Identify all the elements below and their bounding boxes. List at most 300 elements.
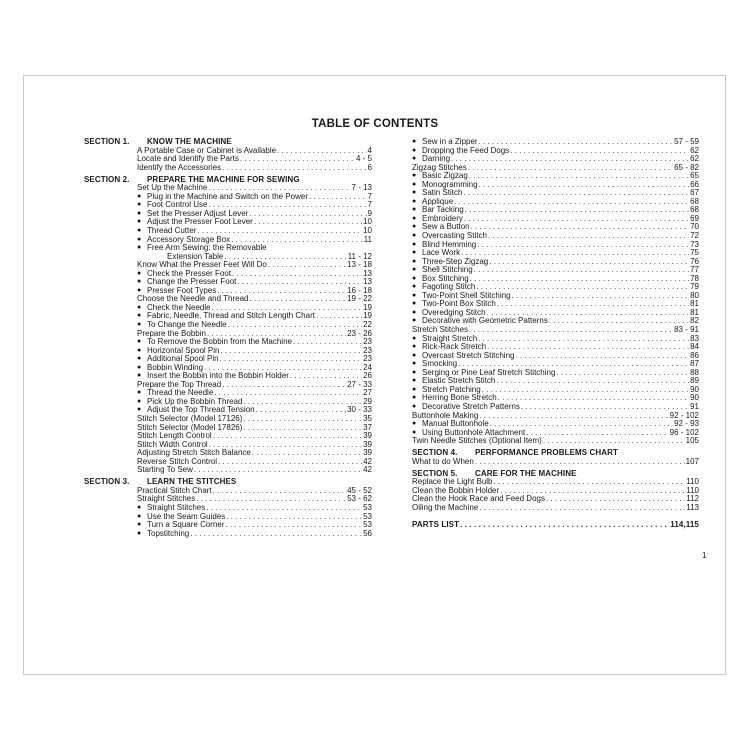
dot-leader: [465, 206, 689, 215]
toc-entry-page: 42: [363, 465, 372, 475]
section-title: PREPARE THE MACHINE FOR SEWING: [147, 174, 300, 184]
toc-entry-title: Bar Tacking: [422, 205, 464, 215]
bullet-icon: ●: [137, 320, 142, 328]
bullet-icon: ●: [137, 192, 142, 200]
bullet-icon: ●: [137, 338, 142, 346]
toc-entry-title: Sew a Button: [422, 222, 470, 232]
section-number: SECTION 3.: [84, 477, 130, 487]
toc-entry: [84, 164, 372, 173]
dot-leader: [512, 292, 690, 301]
toc-entry-page: 90: [690, 384, 699, 394]
toc-entry: [84, 432, 372, 441]
toc-entry-title: Stitch Selector (Model 17826): [137, 422, 243, 432]
toc-entry: [84, 218, 372, 227]
toc-entry-page: 82: [690, 316, 699, 326]
toc-entry-title: Topstitching: [147, 528, 190, 538]
toc-entry-page: 83: [690, 333, 699, 343]
page-number: 1: [702, 551, 707, 560]
toc-entry-title: Choose the Needle and Thread: [137, 294, 249, 304]
bullet-icon: ●: [412, 308, 417, 316]
toc-entry-page: 110: [686, 477, 699, 487]
toc-entry-page: 68: [690, 205, 699, 215]
toc-entry-title: Zigzag Stitches: [412, 162, 467, 172]
toc-entry-page: 13: [363, 277, 372, 287]
toc-entry-title: Dropping the Feed Dogs: [422, 145, 510, 155]
toc-entry: [84, 155, 372, 164]
toc-entry-page: 45 - 52: [347, 485, 372, 495]
toc-entry-page: 23: [363, 337, 372, 347]
toc-entry: [412, 504, 699, 513]
toc-entry-title: Manual Buttonhole: [422, 419, 489, 429]
toc-entry: [84, 244, 372, 253]
toc-entry-title: Herring Bone Stretch: [422, 393, 497, 403]
toc-entry: [84, 495, 372, 504]
toc-entry-title: Buttonhole Making: [412, 410, 479, 420]
toc-entry-page: 39: [363, 448, 372, 458]
toc-entry-page: 62: [690, 154, 699, 164]
section-number: SECTION 5.: [412, 468, 458, 478]
toc-entry-page: 30 - 33: [347, 405, 372, 415]
toc-entry-page: 73: [690, 239, 699, 249]
dot-leader: [240, 155, 355, 164]
dot-leader: [469, 172, 689, 181]
bullet-icon: ●: [412, 189, 417, 197]
bullet-icon: ●: [412, 155, 417, 163]
toc-entry-page: 13: [363, 268, 372, 278]
toc-entry-page: 105: [685, 436, 699, 446]
dot-leader: [468, 164, 673, 173]
section-title: LEARN THE STITCHES: [147, 477, 237, 487]
toc-entry-title: Blind Hemming: [422, 239, 477, 249]
bullet-icon: ●: [412, 317, 417, 325]
toc-entry-title: Bobbin Winding: [147, 362, 204, 372]
toc-entry-title: Thread the Needle: [147, 388, 214, 398]
bullet-icon: ●: [137, 244, 142, 252]
toc-entry-title: Box Stitching: [422, 273, 469, 283]
toc-entry-page: 112: [686, 494, 699, 504]
bullet-icon: ●: [137, 521, 142, 529]
section-title: PERFORMANCE PROBLEMS CHART: [475, 448, 619, 458]
toc-entry-page: 91: [690, 401, 699, 411]
toc-entry-page: 75: [690, 248, 699, 258]
bullet-icon: ●: [412, 180, 417, 188]
toc-entry-page: 23: [363, 345, 372, 355]
toc-entry-page: 92 - 93: [674, 419, 699, 429]
toc-entry-title: Serging or Pine Leaf Stretch Stitching: [422, 367, 556, 377]
toc-entry-page: 72: [690, 231, 699, 241]
bullet-icon: ●: [137, 372, 142, 380]
toc-entry-title: Shell Stitching: [422, 265, 473, 275]
bullet-icon: ●: [412, 428, 417, 436]
dot-leader: [477, 241, 689, 250]
toc-entry-title: Basic Zigzag: [422, 171, 468, 181]
toc-entry: [84, 338, 372, 347]
toc-entry-page: 76: [690, 256, 699, 266]
toc-entry-page: 96 - 102: [669, 427, 699, 437]
toc-entry-title: Use the Seam Guides: [147, 511, 226, 521]
bullet-icon: ●: [137, 355, 142, 363]
toc-entry-page: 10: [363, 217, 372, 227]
dot-leader: [194, 466, 362, 475]
bullet-icon: ●: [412, 420, 417, 428]
dot-leader: [309, 193, 367, 202]
toc-entry-page: 27 - 33: [347, 379, 372, 389]
dot-leader: [454, 198, 689, 207]
bullet-icon: ●: [137, 512, 142, 520]
section-number: SECTION 4.: [412, 448, 458, 458]
dot-leader: [464, 215, 689, 224]
dot-leader: [494, 478, 686, 487]
page-title: TABLE OF CONTENTS: [311, 118, 439, 130]
dot-leader: [498, 394, 689, 403]
toc-entry-title: Identify the Accessories: [137, 162, 222, 172]
toc-entry-page: 4 - 5: [355, 154, 372, 164]
bullet-icon: ●: [412, 232, 417, 240]
toc-entry-title: Monogramming: [422, 179, 478, 189]
toc-entry: [84, 381, 372, 390]
dot-leader: [549, 317, 689, 326]
toc-entry: [84, 466, 372, 475]
bullet-icon: ●: [137, 201, 142, 209]
bullet-icon: ●: [412, 291, 417, 299]
bullet-icon: ●: [137, 303, 142, 311]
toc-entry-page: 86: [690, 350, 699, 360]
toc-entry-title: Fabric, Needle, Thread and Stitch Length Chart: [147, 311, 315, 321]
toc-entry-title: Foot Control Use: [147, 200, 208, 210]
toc-entry-page: 9: [367, 208, 372, 218]
bullet-icon: ●: [137, 363, 142, 371]
toc-entry-page: 80: [690, 290, 699, 300]
dot-leader: [228, 321, 362, 330]
toc-entry-page: 39: [363, 439, 372, 449]
dot-leader: [543, 437, 685, 446]
toc-entry-title: Prepare the Bobbin: [137, 328, 206, 338]
dot-leader: [220, 347, 362, 356]
toc-entry: [412, 437, 699, 446]
toc-entry-page: 77: [690, 265, 699, 275]
dot-leader: [277, 147, 367, 156]
toc-entry-title: Lace Work: [422, 248, 461, 258]
dot-leader: [190, 530, 362, 539]
toc-entry-page: 89: [690, 376, 699, 386]
toc-entry: [84, 355, 372, 364]
toc-entry-title: Three-Step Zigzag: [422, 256, 489, 266]
toc-entry-page: 83 - 91: [674, 325, 699, 335]
toc-entry-title: Plug in the Machine and Switch on the Power: [147, 191, 308, 201]
toc-section-heading: [84, 176, 372, 185]
bullet-icon: ●: [412, 402, 417, 410]
toc-entry-title: Rick-Rack Stretch: [422, 342, 487, 352]
toc-entry-title: Overcast Stretch Stitching: [422, 350, 515, 360]
toc-entry-title: Straight Stitches: [147, 502, 206, 512]
bullet-icon: ●: [412, 206, 417, 214]
section-number: SECTION 1.: [84, 137, 130, 146]
dot-leader: [256, 406, 346, 415]
bullet-icon: ●: [412, 394, 417, 402]
toc-entry-title: Locate and Identify the Parts: [137, 154, 239, 164]
toc-entry-title: Free Arm Sewing: the Removable: [147, 243, 267, 253]
toc-entry-page: 81: [690, 299, 699, 309]
toc-entry-title: Starting To Sew: [137, 465, 193, 475]
dot-leader: [213, 487, 346, 496]
toc-entry-page: 69: [690, 213, 699, 223]
bullet-icon: ●: [412, 343, 417, 351]
bullet-icon: ●: [137, 397, 142, 405]
dot-leader: [487, 343, 689, 352]
toc-entry-page: 29: [363, 396, 372, 406]
toc-entry-title: Applique: [422, 196, 454, 206]
toc-entry-page: 81: [690, 307, 699, 317]
toc-entry-title: Change the Presser Foot: [147, 277, 237, 287]
toc-entry: [84, 278, 372, 287]
dot-leader: [268, 261, 346, 270]
toc-entry-page: 53: [363, 520, 372, 530]
dot-leader: [479, 412, 668, 421]
toc-entry-page: 87: [690, 359, 699, 369]
toc-entry: [84, 312, 372, 321]
bullet-icon: ●: [412, 257, 417, 265]
toc-entry-title: Satin Stitch: [422, 188, 463, 198]
toc-entry-page: 26: [363, 371, 372, 381]
toc-entry-title: Darning: [422, 154, 451, 164]
bullet-icon: ●: [412, 197, 417, 205]
dot-leader: [479, 181, 690, 190]
toc-entry-page: 39: [363, 431, 372, 441]
toc-right-column: [412, 138, 699, 529]
toc-entry-title: Insert the Bobbin into the Bobbin Holder: [147, 371, 289, 381]
toc-entry-title: Straight Stretch: [422, 333, 478, 343]
toc-entry-title: Overedging Stitch: [422, 307, 486, 317]
toc-entry: [84, 487, 372, 496]
bullet-icon: ●: [137, 312, 142, 320]
bullet-icon: ●: [137, 235, 142, 243]
bullet-icon: ●: [137, 269, 142, 277]
toc-entry-title: Accessory Storage Box: [147, 234, 231, 244]
toc-entry-title: Adjust the Presser Foot Lever: [147, 217, 253, 227]
toc-entry-page: 7 - 13: [351, 183, 372, 193]
toc-entry-page: 66: [690, 179, 699, 189]
toc-entry-title: Pick Up the Bobbin Thread: [147, 396, 243, 406]
toc-entry-page: 27: [363, 388, 372, 398]
toc-entry: [84, 504, 372, 513]
bullet-icon: ●: [412, 351, 417, 359]
dot-leader: [515, 352, 689, 361]
toc-entry-title: Straight Stitches: [137, 494, 196, 504]
bullet-icon: ●: [412, 368, 417, 376]
toc-entry-page: 56: [363, 528, 372, 538]
toc-entry: [84, 424, 372, 433]
dot-leader: [254, 218, 362, 227]
dot-leader: [252, 449, 362, 458]
toc-entry-page: 23 - 26: [347, 328, 372, 338]
toc-entry-title: Set the Presser Adjust Lever: [147, 208, 249, 218]
toc-entry-page: 13 - 18: [347, 260, 372, 270]
toc-entry-title: Two-Point Shell Stitching: [422, 290, 511, 300]
dot-leader: [460, 521, 669, 530]
toc-entry-title: Embroidery: [422, 213, 463, 223]
toc-entry-title: Additional Spool Pin: [147, 354, 219, 364]
toc-entry-title: Know What the Presser Feet Will Do: [137, 260, 267, 270]
bullet-icon: ●: [412, 240, 417, 248]
dot-leader: [478, 335, 689, 344]
dot-leader: [220, 355, 362, 364]
dot-leader: [250, 295, 347, 304]
toc-section-heading: [84, 478, 372, 487]
toc-entry: [412, 458, 699, 467]
bullet-icon: ●: [412, 214, 417, 222]
dot-leader: [489, 258, 689, 267]
toc-entry-page: 67: [690, 188, 699, 198]
toc-entry-page: 53: [363, 502, 372, 512]
dot-leader: [196, 495, 346, 504]
toc-entry-page: 113: [686, 502, 699, 512]
toc-entry-page: 7: [367, 191, 372, 201]
toc-entry-title: Oiling the Machine: [412, 502, 479, 512]
toc-entry-page: 35: [363, 414, 372, 423]
dot-leader: [218, 458, 362, 467]
section-title: CARE FOR THE MACHINE: [475, 468, 577, 478]
toc-entry-page: 78: [690, 273, 699, 283]
bullet-icon: ●: [412, 300, 417, 308]
toc-entry-title: PARTS LIST: [412, 519, 460, 529]
dot-leader: [546, 495, 685, 504]
dot-leader: [479, 504, 685, 513]
toc-entry: [84, 513, 372, 522]
toc-entry-title: Sew in a Zipper: [422, 137, 478, 146]
toc-entry-page: 107: [685, 456, 699, 466]
toc-entry-page: 65: [690, 171, 699, 181]
dot-leader: [316, 312, 362, 321]
bullet-icon: ●: [137, 209, 142, 217]
toc-entry: [84, 321, 372, 330]
bullet-icon: ●: [412, 283, 417, 291]
toc-entry-page: 65 - 82: [674, 162, 699, 172]
toc-entry-title: Decorative with Geometric Patterns: [422, 316, 548, 326]
dot-leader: [243, 398, 362, 407]
dot-leader: [249, 210, 366, 219]
toc-entry-title: What to do When: [412, 456, 474, 466]
toc-entry-title: Stretch Patching: [422, 384, 481, 394]
toc-entry-title: Turn a Square Corner: [147, 520, 225, 530]
toc-entry-page: 11 - 12: [347, 251, 372, 261]
toc-entry-title: Twin Needle Stitches (Optional Item): [412, 436, 542, 446]
bullet-icon: ●: [137, 389, 142, 397]
toc-entry-page: 88: [690, 367, 699, 377]
dot-leader: [470, 275, 689, 284]
dot-leader: [293, 338, 362, 347]
dot-leader: [474, 266, 689, 275]
dot-leader: [488, 232, 689, 241]
toc-entry-page: 84: [690, 342, 699, 352]
toc-entry-page: 24: [363, 362, 372, 372]
toc-entry-title: Set Up the Machine: [137, 183, 208, 193]
toc-entry-title: Horizontal Spool Pin: [147, 345, 220, 355]
dot-leader: [226, 513, 362, 522]
toc-entry-title: Replace the Light Bulb: [412, 477, 493, 487]
dot-leader: [510, 147, 689, 156]
toc-entry-page: 19: [363, 302, 372, 312]
bullet-icon: ●: [412, 360, 417, 368]
toc-entry: [84, 458, 372, 467]
dot-leader: [222, 381, 346, 390]
dot-leader: [496, 377, 689, 386]
toc-entry-page: 19: [363, 311, 372, 321]
toc-entry-page: 11: [363, 234, 372, 244]
toc-entry-title: Practical Stitch Chart: [137, 485, 212, 495]
toc-entry-page: 42: [363, 456, 372, 466]
dot-leader: [232, 270, 362, 279]
toc-entry-title: Using Buttonhole Attachment: [422, 427, 526, 437]
bullet-icon: ●: [137, 218, 142, 226]
dot-leader: [497, 300, 689, 309]
bullet-icon: ●: [412, 223, 417, 231]
toc-entry-page: 57 - 59: [674, 137, 699, 146]
toc-entry-title: Prepare the Top Thread: [137, 379, 222, 389]
toc-entry-title: Check the Needle: [147, 302, 211, 312]
bullet-icon: ●: [412, 385, 417, 393]
toc-entry-page: 53: [363, 511, 372, 521]
bullet-icon: ●: [412, 146, 417, 154]
bullet-icon: ●: [137, 406, 142, 414]
dot-leader: [526, 429, 668, 438]
toc-entry-page: 22: [363, 319, 372, 329]
toc-entry-title: Overcasting Stitch: [422, 231, 487, 241]
toc-entry: [84, 295, 372, 304]
toc-parts-list: [412, 521, 699, 530]
toc-entry: [84, 530, 372, 539]
toc-entry-page: 53 - 62: [347, 494, 372, 504]
toc-entry-title: Check the Presser Foot: [147, 268, 232, 278]
bullet-icon: ●: [412, 377, 417, 385]
dot-leader: [243, 415, 362, 424]
toc-entry-title: Adjusting Stretch Stitch Balance: [137, 448, 251, 458]
dot-leader: [213, 432, 362, 441]
toc-entry-title: To Remove the Bobbin from the Machine: [147, 337, 292, 347]
toc-entry-title: Smocking: [422, 359, 458, 369]
toc-entry-title: Adjust the Top Thread Tension: [147, 405, 255, 415]
toc-entry-page: 110: [686, 485, 699, 495]
dot-leader: [243, 424, 362, 433]
bullet-icon: ●: [137, 286, 142, 294]
dot-leader: [521, 403, 689, 412]
dot-leader: [556, 369, 689, 378]
toc-entry: [84, 347, 372, 356]
toc-entry-title: Stitch Selector (Model 17126): [137, 414, 243, 423]
section-number: SECTION 2.: [84, 174, 130, 184]
bullet-icon: ●: [137, 346, 142, 354]
dot-leader: [237, 278, 362, 287]
bullet-icon: ●: [137, 278, 142, 286]
bullet-icon: ●: [137, 226, 142, 234]
toc-entry-title: Elastic Stretch Stitch: [422, 376, 496, 386]
dot-leader: [206, 504, 362, 513]
bullet-icon: ●: [412, 266, 417, 274]
bullet-icon: ●: [412, 138, 417, 145]
toc-entry: [84, 521, 372, 530]
dot-leader: [471, 223, 690, 232]
dot-leader: [469, 326, 673, 335]
section-title: KNOW THE MACHINE: [147, 137, 232, 146]
toc-entry-title: Clean the Hook Race and Feed Dogs: [412, 494, 545, 504]
toc-entry: [84, 193, 372, 202]
bullet-icon: ●: [137, 503, 142, 511]
toc-entry-title: Extension Table: [167, 251, 224, 261]
toc-entry-page: 90: [690, 393, 699, 403]
toc-entry: [412, 147, 699, 156]
toc-entry-page: 6: [367, 162, 372, 172]
toc-entry-page: 19 - 22: [347, 294, 372, 304]
toc-entry-page: 114,115: [670, 519, 699, 529]
